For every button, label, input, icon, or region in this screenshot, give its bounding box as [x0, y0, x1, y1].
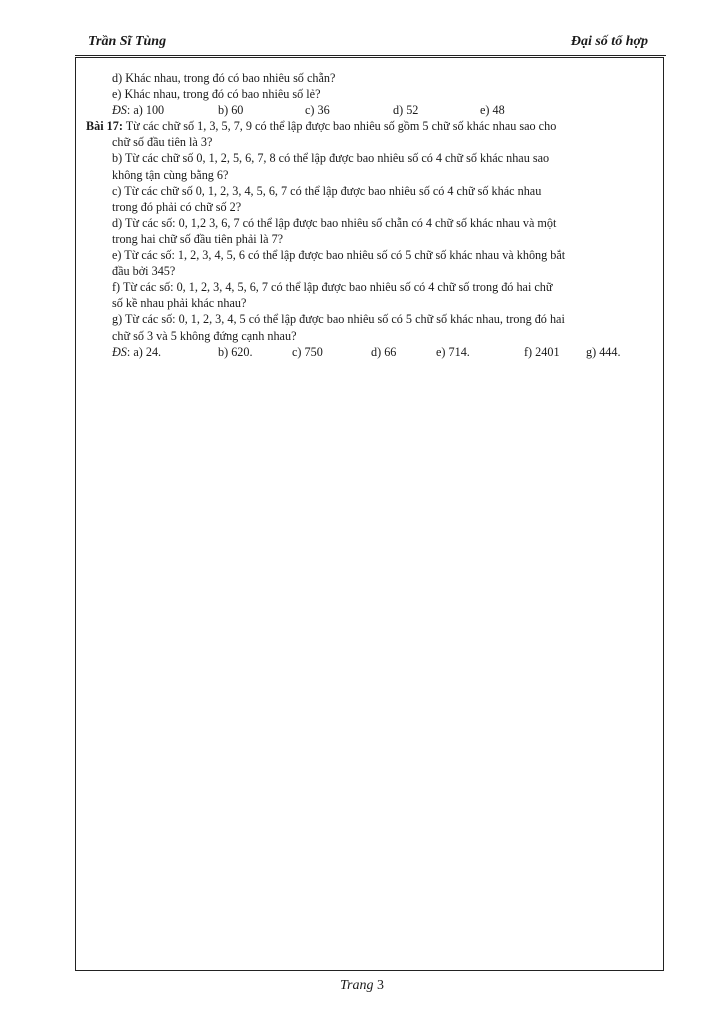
prev-answers — [86, 102, 656, 118]
ds-label: ĐS — [112, 103, 127, 118]
problem-17-a-line1: Từ các chữ số 1, 3, 5, 7, 9 có thể lập được bao nhiêu số gồm 5 chữ số khác nhau sao cho — [125, 119, 557, 134]
problem-17-b-line2: không tận cùng bằng 6? — [112, 167, 229, 182]
page-label: Trang — [340, 978, 374, 993]
page-number: 3 — [376, 978, 384, 993]
ds-label: ĐS — [112, 344, 127, 359]
answer-a — [112, 102, 164, 118]
problem-17-answers — [86, 344, 656, 360]
problem-17-intro — [86, 118, 656, 134]
prev-item-e: e) Khác nhau, trong đó có bao nhiêu số lẻ? — [112, 87, 321, 102]
problem-17-d-line1: d) Từ các số: 0, 1,2 3, 6, 7 có thể lập được bao nhiêu số chẵn có 4 chữ số khác nhau và một — [112, 215, 557, 230]
problem-17-c-line1: c) Từ các chữ số 0, 1, 2, 3, 4, 5, 6, 7 có thể lập được bao nhiêu số có 4 chữ số khác nhau — [112, 183, 542, 198]
answer-17d: d) 66 — [371, 344, 397, 359]
answer-c: c) 36 — [305, 103, 330, 118]
problem-17-a-line2: chữ số đầu tiên là 3? — [112, 135, 213, 150]
answer-17e: e) 714. — [436, 344, 470, 359]
problem-17-g-line1: g) Từ các số: 0, 1, 2, 3, 4, 5 có thể lập được bao nhiêu số có 5 chữ số khác nhau, trong đó hai — [112, 312, 565, 327]
answer-17c: c) 750 — [292, 344, 323, 359]
problem-17-f-line2: số kề nhau phải khác nhau? — [112, 296, 247, 311]
answer-a-value: : a) 100 — [126, 103, 165, 118]
answer-17b: b) 620. — [218, 344, 253, 359]
problem-17-e-line1: e) Từ các số: 1, 2, 3, 4, 5, 6 có thể lập được bao nhiêu số có 5 chữ số khác nhau và không bắt — [112, 248, 566, 263]
answer-b: b) 60 — [218, 103, 244, 118]
problem-17-c-line2: trong đó phải có chữ số 2? — [112, 199, 242, 214]
problem-17-b-line1: b) Từ các chữ số 0, 1, 2, 5, 6, 7, 8 có thể lập được bao nhiêu số có 4 chữ số khác nhau sao — [112, 151, 550, 166]
problem-17-f-line1: f) Từ các số: 0, 1, 2, 3, 4, 5, 6, 7 có thể lập được bao nhiêu số có 4 chữ số trong đó hai chữ — [112, 280, 553, 295]
header-author: Trần Sĩ Tùng — [88, 34, 167, 49]
prev-item-d: d) Khác nhau, trong đó có bao nhiêu số chẵn? — [112, 71, 336, 85]
problem-17-e-line2: đầu bởi 345? — [112, 264, 176, 279]
problem-17-d-line2: trong hai chữ số đầu tiên phải là 7? — [112, 231, 284, 246]
page-content — [86, 70, 656, 360]
problem-17-label: Bài 17: — [86, 119, 123, 134]
answer-17a — [112, 344, 161, 360]
answer-d: d) 52 — [393, 103, 419, 118]
answer-e: e) 48 — [480, 103, 505, 118]
problem-17-g-line2: chữ số 3 và 5 không đứng cạnh nhau? — [112, 328, 297, 343]
header-subject: Đại số tổ hợp — [570, 34, 648, 49]
answer-17g: g) 444. — [586, 344, 621, 359]
answer-17f: f) 2401 — [524, 344, 560, 359]
header-rule — [75, 55, 666, 56]
page-footer — [0, 978, 724, 994]
answer-17a-value: : a) 24. — [126, 344, 162, 359]
